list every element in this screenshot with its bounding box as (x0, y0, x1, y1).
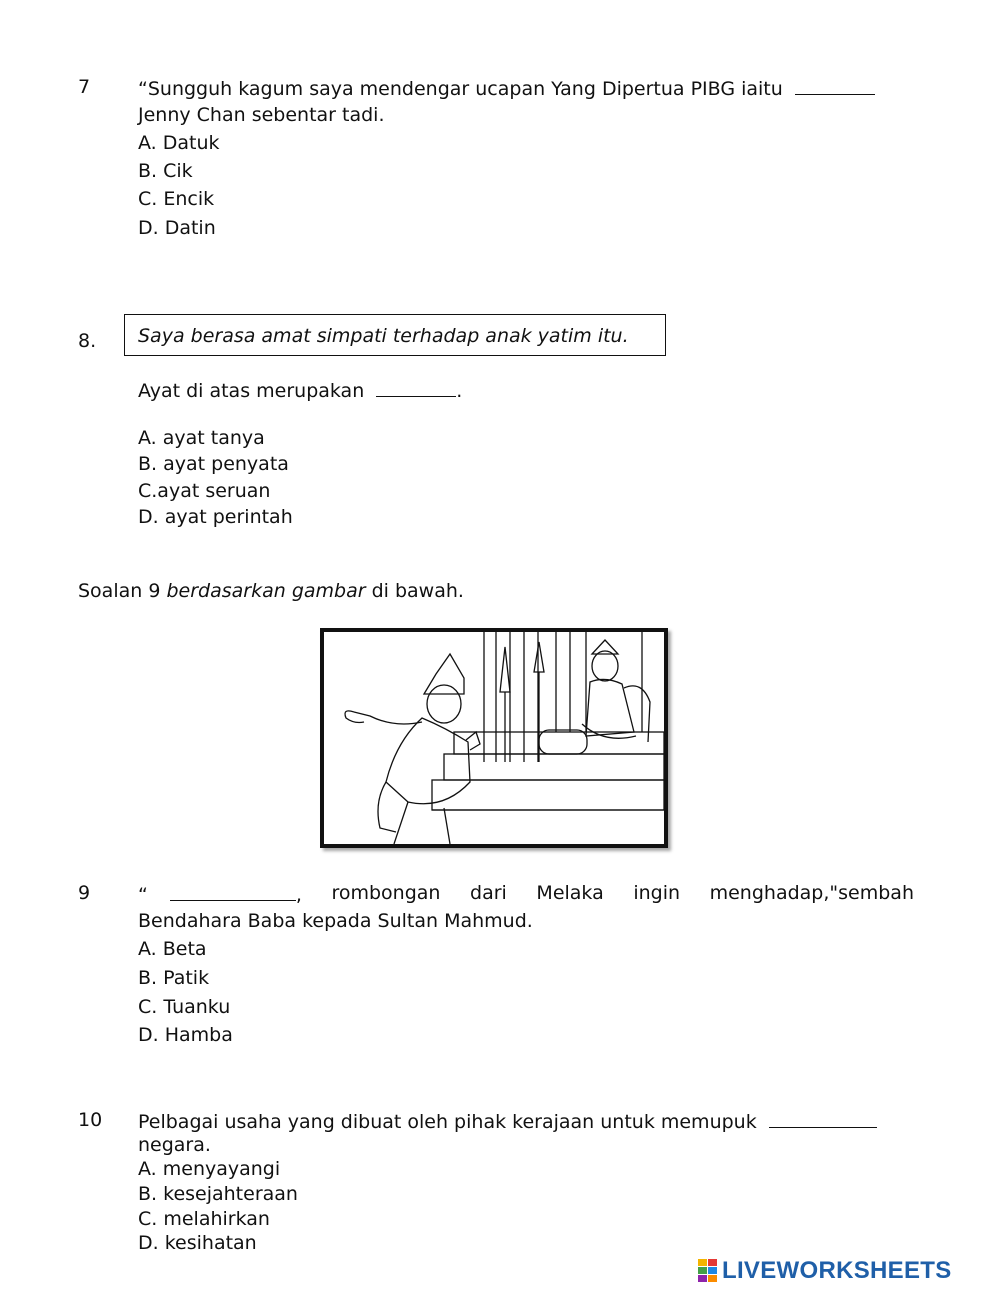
q8-option-a[interactable]: A. ayat tanya (138, 427, 265, 449)
q7-option-a[interactable]: A. Datuk (138, 132, 220, 154)
section-heading-part2: berdasarkan gambar (166, 580, 366, 602)
q7-stem-line2: Jenny Chan sebentar tadi. (138, 104, 385, 126)
q10-option-d[interactable]: D. kesihatan (138, 1232, 257, 1254)
q10-number: 10 (78, 1109, 103, 1131)
q7-number: 7 (78, 76, 91, 98)
q9-word-4: ingin (633, 882, 681, 904)
q8-sentence-box (124, 314, 666, 356)
q9-word-2: dari (470, 882, 507, 904)
liveworksheets-logo-text: LIVEWORKSHEETS (722, 1257, 952, 1284)
q8-prompt-text: Ayat di atas merupakan (138, 380, 365, 403)
q10-stem-line2: negara. (138, 1134, 211, 1156)
q8-prompt-period: . (456, 380, 463, 403)
q10-option-c[interactable]: C. melahirkan (138, 1208, 270, 1230)
section-heading-part1: Soalan 9 (78, 580, 167, 602)
q8-option-c[interactable]: C.ayat seruan (138, 480, 271, 502)
q8-number: 8. (78, 330, 97, 352)
q9-number: 9 (78, 882, 91, 904)
q10-option-b[interactable]: B. kesejahteraan (138, 1183, 298, 1205)
q9-option-b[interactable]: B. Patik (138, 967, 210, 989)
q9-open-quote: “ (138, 884, 148, 907)
q7-stem-text: “Sungguh kagum saya mendengar ucapan Yang Dipertua PIBG iaitu (138, 78, 783, 101)
q8-option-d[interactable]: D. ayat perintah (138, 506, 293, 528)
q9-stem-line2: Bendahara Baba kepada Sultan Mahmud. (138, 910, 533, 932)
q7-option-b[interactable]: B. Cik (138, 160, 193, 182)
section-heading (78, 580, 464, 602)
q8-boxed-sentence: Saya berasa amat simpati terhadap anak yatim itu. (138, 325, 629, 347)
illustration-court-scene (320, 628, 668, 848)
q9-answer-blank[interactable] (170, 882, 296, 901)
q9-word-5: menghadap,"sembah (709, 882, 914, 904)
q7-option-c[interactable]: C. Encik (138, 188, 215, 210)
court-scene-drawing (324, 632, 664, 844)
q9-word-1: rombongan (331, 882, 441, 904)
q10-stem-text: Pelbagai usaha yang dibuat oleh pihak kerajaan untuk memupuk (138, 1111, 757, 1134)
q7-stem-line1 (138, 76, 875, 100)
q9-option-c[interactable]: C. Tuanku (138, 996, 231, 1018)
liveworksheets-logo[interactable] (698, 1258, 952, 1284)
q9-stem-line1 (138, 882, 914, 906)
q8-prompt (138, 378, 462, 402)
liveworksheets-logo-icon (698, 1259, 718, 1283)
section-heading-part3: di bawah. (365, 580, 464, 602)
q8-answer-blank[interactable] (376, 378, 456, 397)
q7-option-d[interactable]: D. Datin (138, 217, 216, 239)
q7-answer-blank[interactable] (795, 76, 875, 95)
q9-word-3: Melaka (536, 882, 604, 904)
q9-open-quote-group: “ , (138, 882, 302, 906)
q10-stem-line1 (138, 1109, 877, 1133)
q9-option-d[interactable]: D. Hamba (138, 1024, 233, 1046)
q9-option-a[interactable]: A. Beta (138, 938, 207, 960)
q10-answer-blank[interactable] (769, 1109, 877, 1128)
q8-option-b[interactable]: B. ayat penyata (138, 453, 289, 475)
q10-option-a[interactable]: A. menyayangi (138, 1158, 281, 1180)
